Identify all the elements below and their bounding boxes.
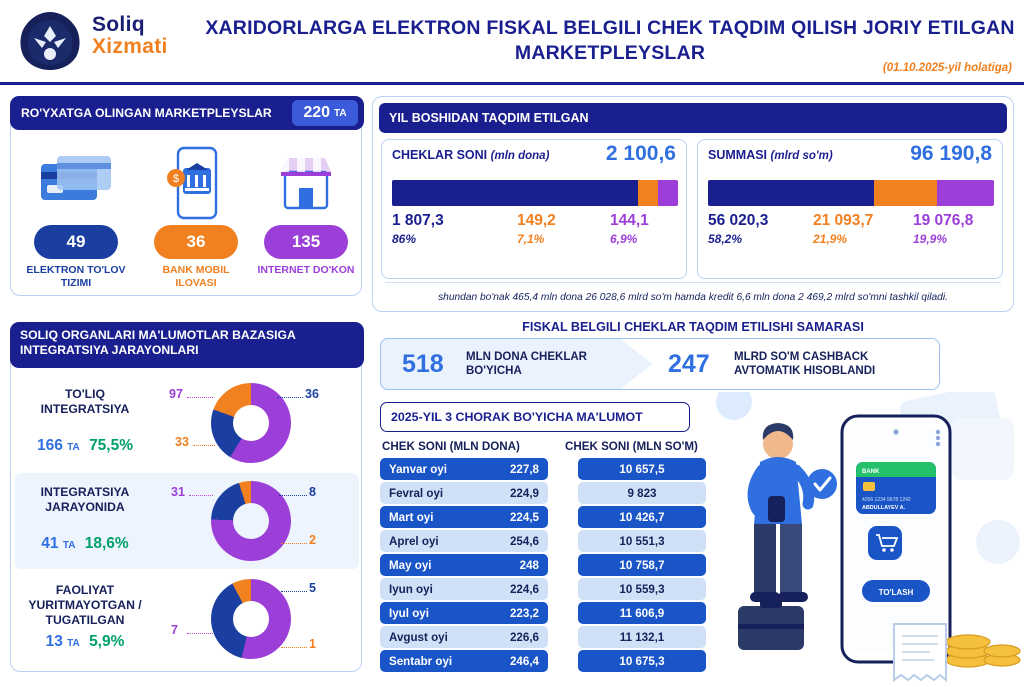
summasi-bar (708, 180, 994, 206)
effect-right-value: 247 (668, 350, 710, 378)
bg-circle (716, 392, 752, 420)
table-row (578, 530, 706, 552)
mobilebank-label: BANK MOBIL ILOVASI (162, 264, 230, 289)
cheklar-soni-unit: (mln dona) (490, 150, 550, 162)
integration-title: SOLIQ ORGANLARI MA'LUMOTLAR BAZASIGA INTEGRATSIYA JARAYONLARI (10, 322, 364, 368)
integration-row-inprogress (15, 473, 359, 569)
cheklar-soni-total: 2 100,6 (605, 142, 676, 165)
brand-line-2: Xizmati (92, 35, 168, 58)
quarter-col1-header: CHEK SONI (MLN DONA) (382, 440, 520, 453)
registered-title: RO'YXATGA OLINGAN MARKETPLEYSLAR (21, 106, 272, 120)
table-row (578, 482, 706, 504)
row2-count: 41 (41, 535, 59, 552)
sum-seg1-percent: 58,2% (708, 232, 743, 246)
integration-row-2-donut (211, 481, 291, 561)
quarter-title: 2025-YIL 3 CHORAK BO'YICHA MA'LUMOT (380, 402, 690, 432)
seg2-value: 149,2 (517, 212, 556, 229)
table-row (380, 602, 548, 624)
summasi-name: SUMMASI (708, 148, 768, 162)
mobilebank-count: 36 (154, 225, 238, 259)
month-sum: 10 559,3 (619, 582, 665, 596)
month-sum: 10 675,3 (619, 654, 665, 668)
row3-count: 13 (45, 633, 63, 650)
cheklar-soni-legend (392, 212, 678, 264)
row3-label-orange: 1 (309, 637, 316, 651)
integration-row-3-name: FAOLIYAT YURITMAYOTGAN / TUGATILGAN (28, 583, 142, 627)
month-count: 224,9 (509, 486, 539, 500)
as-of-date: (01.10.2025-yil holatiga) (882, 62, 1012, 74)
svg-text:4256 1234 5678 1242: 4256 1234 5678 1242 (862, 497, 911, 503)
bar-segment-3 (658, 180, 678, 206)
month-label: Avgust oyi (389, 630, 448, 644)
effect-right-text: MLRD SO'M CASHBACK AVTOMATIK HISOBLANDI (734, 351, 876, 377)
sum-seg2-value: 21 093,7 (813, 212, 874, 229)
registered-total-value: 220 (303, 104, 331, 121)
table-row (380, 650, 548, 672)
month-count: 224,6 (509, 582, 539, 596)
integration-row-inactive (15, 571, 359, 667)
row3-percent: 5,9% (89, 633, 125, 650)
sum-seg1-value: 56 020,3 (708, 212, 769, 229)
month-label: Sentabr oyi (389, 654, 453, 668)
month-count: 254,6 (509, 534, 539, 548)
integration-row-2-stat (21, 535, 149, 553)
integration-row-3-donut (211, 579, 291, 659)
cheklar-soni-bar (392, 180, 678, 206)
online-store-icon (251, 141, 361, 225)
sum-seg2-percent: 21,9% (813, 232, 848, 246)
row1-label-purple: 97 (169, 387, 183, 401)
payment-card-icon (21, 141, 131, 225)
table-row (578, 602, 706, 624)
svg-text:TO'LASH: TO'LASH (878, 588, 914, 597)
month-count: 223,2 (509, 606, 539, 620)
header-divider (0, 82, 1024, 85)
brand (92, 14, 168, 58)
table-row (380, 482, 548, 504)
month-label: Aprel oyi (389, 534, 439, 548)
integration-row-1-name: TO'LIQ INTEGRATSIYA (40, 387, 130, 416)
bar2-segment-1 (708, 180, 874, 206)
brand-line-1: Soliq (92, 13, 145, 36)
registered-total-badge (292, 100, 358, 126)
row3-unit: TA (67, 638, 80, 649)
month-label: Mart oyi (389, 510, 434, 524)
table-row (578, 554, 706, 576)
onlinestore-count: 135 (264, 225, 348, 259)
month-label: Fevral oyi (389, 486, 444, 500)
row2-label-purple: 31 (171, 485, 185, 499)
seg1-percent: 86% (392, 232, 417, 246)
month-label: May oyi (389, 558, 432, 572)
effect-left-text: MLN DONA CHEKLAR BO'YICHA (466, 351, 587, 377)
summasi-unit: (mlrd so'm) (770, 150, 833, 162)
svg-text:BANK: BANK (862, 469, 880, 475)
row2-label-blue: 8 (309, 485, 316, 499)
registered-item-mobilebank (141, 141, 251, 289)
table-row (380, 554, 548, 576)
month-count: 248 (519, 558, 539, 572)
table-row (380, 458, 548, 480)
bar2-segment-2 (874, 180, 937, 206)
table-row (578, 506, 706, 528)
registered-item-epayment (21, 141, 131, 289)
svg-text:$: $ (172, 173, 180, 185)
registered-panel-header (10, 96, 364, 130)
table-row (380, 626, 548, 648)
page-title: XARIDORLARGA ELEKTRON FISKAL BELGILI CHEK TAQDIM QILISH JORIY ETILGAN MARKETPLEYSLAR (205, 17, 1015, 64)
epayment-label: ELEKTRON TO'LOV TIZIMI (26, 264, 126, 289)
cheklar-soni-label (392, 148, 549, 162)
svg-text:ABDULLAYEV A.: ABDULLAYEV A. (862, 505, 906, 511)
registered-total-unit: TA (334, 107, 347, 119)
integration-row-1-stat (21, 437, 149, 455)
month-sum: 10 758,7 (619, 558, 665, 572)
note-divider (385, 282, 1001, 283)
since-year-start-note: shundan bo'nak 465,4 mln dona 26 028,6 mlrd so'm hamda kredit 6,6 mln dona 2 469,2 mlrd so'mni tashkil qiladi. (438, 292, 948, 303)
bar-segment-1 (392, 180, 638, 206)
row1-label-orange: 33 (175, 435, 189, 449)
integration-row-3-stat (21, 633, 149, 651)
month-label: Iyun oyi (389, 582, 433, 596)
month-label: Yanvar oyi (389, 462, 448, 476)
table-row (578, 458, 706, 480)
row1-percent: 75,5% (89, 437, 134, 454)
table-row (380, 506, 548, 528)
quarter-col2-header: CHEK SONI (MLN SO'M) (565, 440, 698, 453)
bar2-segment-3 (937, 180, 994, 206)
illustration (716, 392, 1024, 682)
summasi-total: 96 190,8 (910, 142, 992, 165)
table-row (380, 578, 548, 600)
page-header (0, 0, 1024, 82)
seg1-value: 1 807,3 (392, 212, 444, 229)
since-year-start-title: YIL BOSHIDAN TAQDIM ETILGAN (379, 103, 1007, 133)
month-label: Iyul oyi (389, 606, 429, 620)
row1-label-blue: 36 (305, 387, 319, 401)
row2-label-orange: 2 (309, 533, 316, 547)
effect-left-value: 518 (402, 350, 444, 378)
month-count: 226,6 (509, 630, 539, 644)
cheklar-soni-name: CHEKLAR SONI (392, 148, 488, 162)
integration-row-full (15, 375, 359, 471)
month-sum: 9 823 (627, 486, 657, 500)
row2-percent: 18,6% (84, 535, 129, 552)
table-row (578, 626, 706, 648)
registered-marketplaces-panel (10, 96, 362, 296)
month-sum: 11 606,9 (619, 606, 665, 620)
integration-row-2-name: INTEGRATSIYA JARAYONIDA (40, 485, 130, 514)
mobile-bank-icon (141, 141, 251, 225)
seg3-percent: 6,9% (610, 232, 638, 246)
row1-count: 166 (36, 437, 63, 454)
cheklar-soni-block (381, 139, 687, 279)
epayment-count: 49 (34, 225, 118, 259)
month-sum: 10 657,5 (619, 462, 665, 476)
row1-unit: TA (67, 442, 80, 453)
summasi-label (708, 148, 833, 162)
table-row (578, 650, 706, 672)
month-sum: 10 551,3 (619, 534, 665, 548)
bar-segment-2 (638, 180, 658, 206)
month-count: 224,5 (509, 510, 539, 524)
table-row (380, 530, 548, 552)
sum-seg3-value: 19 076,8 (913, 212, 974, 229)
summasi-block (697, 139, 1003, 279)
integration-panel (10, 322, 362, 672)
effect-title: FISKAL BELGILI CHEKLAR TAQDIM ETILISHI SAMARASI (522, 320, 864, 334)
month-sum: 10 426,7 (619, 510, 665, 524)
month-count: 227,8 (509, 462, 539, 476)
since-year-start-panel (372, 96, 1014, 312)
seg2-percent: 7,1% (517, 232, 545, 246)
eagle-emblem-icon (14, 8, 86, 74)
seg3-value: 144,1 (610, 212, 649, 229)
integration-row-1-donut (211, 383, 291, 463)
month-sum: 11 132,1 (619, 630, 665, 644)
month-count: 246,4 (509, 654, 539, 668)
registered-item-onlinestore (251, 141, 361, 277)
table-row (578, 578, 706, 600)
onlinestore-label: INTERNET DO'KON (257, 264, 355, 276)
sum-seg3-percent: 19,9% (913, 232, 948, 246)
row3-label-blue: 5 (309, 581, 316, 595)
row3-label-purple: 7 (171, 623, 178, 637)
row2-unit: TA (62, 540, 76, 551)
summasi-legend (708, 212, 994, 264)
